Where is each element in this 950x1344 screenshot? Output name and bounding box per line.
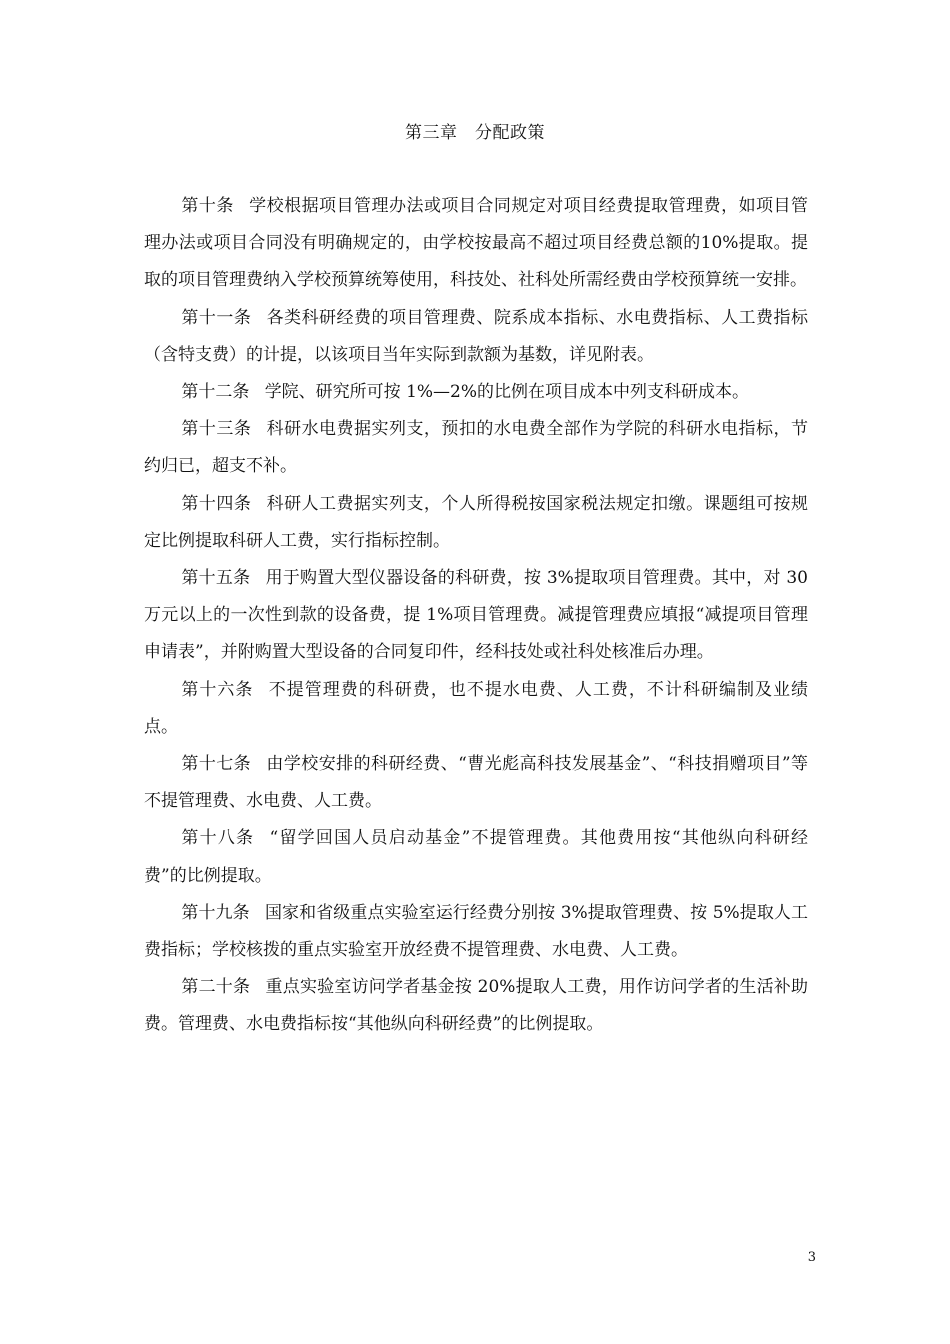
article-number: 第十四条	[181, 493, 252, 514]
article-text: 科研水电费据实列支，预扣的水电费全部作为学院的科研水电指标，节约归已，超支不补。	[144, 419, 809, 477]
article-17	[144, 746, 808, 820]
article-number: 第十三条	[181, 419, 252, 440]
article-10	[144, 188, 808, 300]
chapter-title: 第三章 分配政策	[405, 123, 545, 143]
article-15	[144, 560, 808, 672]
article-text: 不提管理费的科研费，也不提水电费、人工费，不计科研编制及业绩点。	[144, 679, 809, 737]
article-text: 学院、研究所可按 1%—2%的比例在项目成本中列支科研成本。	[264, 382, 750, 403]
article-18	[144, 820, 808, 894]
article-12	[144, 374, 808, 411]
article-20	[144, 969, 808, 1043]
article-text: 由学校安排的科研经费、“曹光彪高科技发展基金”、“科技捐赠项目”等不提管理费、水电费、人工费。	[144, 754, 809, 812]
article-text: 学校根据项目管理办法或项目合同规定对项目经费提取管理费，如项目管理办法或项目合同没有明确规定的，由学校按最高不超过项目经费总额的10%提取。提取的项目管理费纳入学校预算统筹使用，科技处、社科处所需经费由学校预算统一安排。	[144, 196, 809, 291]
article-13	[144, 411, 808, 485]
article-number: 第十二条	[181, 382, 250, 403]
article-list	[144, 188, 808, 1044]
article-number: 第二十条	[181, 977, 251, 998]
article-19	[144, 895, 808, 969]
article-11	[144, 300, 808, 374]
article-text: 国家和省级重点实验室运行经费分别按 3%提取管理费、按 5%提取人工费指标；学校核拨的重点实验室开放经费不提管理费、水电费、人工费。	[144, 902, 808, 961]
article-text: 各类科研经费的项目管理费、院系成本指标、水电费指标、人工费指标（含特支费）的计提，以该项目当年实际到款额为基数，详见附表。	[144, 307, 809, 365]
article-text: “留学回国人员启动基金”不提管理费。其他费用按“其他纵向科研经费”的比例提取。	[144, 828, 809, 886]
page-number: 3	[807, 1250, 816, 1265]
article-16	[144, 672, 808, 746]
article-text: 重点实验室访问学者基金按 20%提取人工费，用作访问学者的生活补助费。管理费、水电费指标按“其他纵向科研经费”的比例提取。	[144, 977, 808, 1035]
article-number: 第十五条	[181, 568, 251, 589]
article-14	[144, 486, 808, 560]
article-text: 用于购置大型仪器设备的科研费，按 3%提取项目管理费。其中，对 30 万元以上的一次性到款的设备费，提 1%项目管理费。减提管理费应填报“减提项目管理申请表”，并附购置大型设备的合同复印件，经科技处或社科处核准后办理。	[144, 568, 808, 663]
article-number: 第十条	[181, 196, 234, 216]
article-number: 第十一条	[181, 307, 252, 328]
article-number: 第十七条	[181, 754, 252, 775]
article-number: 第十九条	[181, 902, 250, 923]
article-number: 第十八条	[181, 828, 255, 849]
article-number: 第十六条	[181, 679, 254, 700]
article-text: 科研人工费据实列支，个人所得税按国家税法规定扣缴。课题组可按规定比例提取科研人工费，实行指标控制。	[144, 493, 809, 551]
